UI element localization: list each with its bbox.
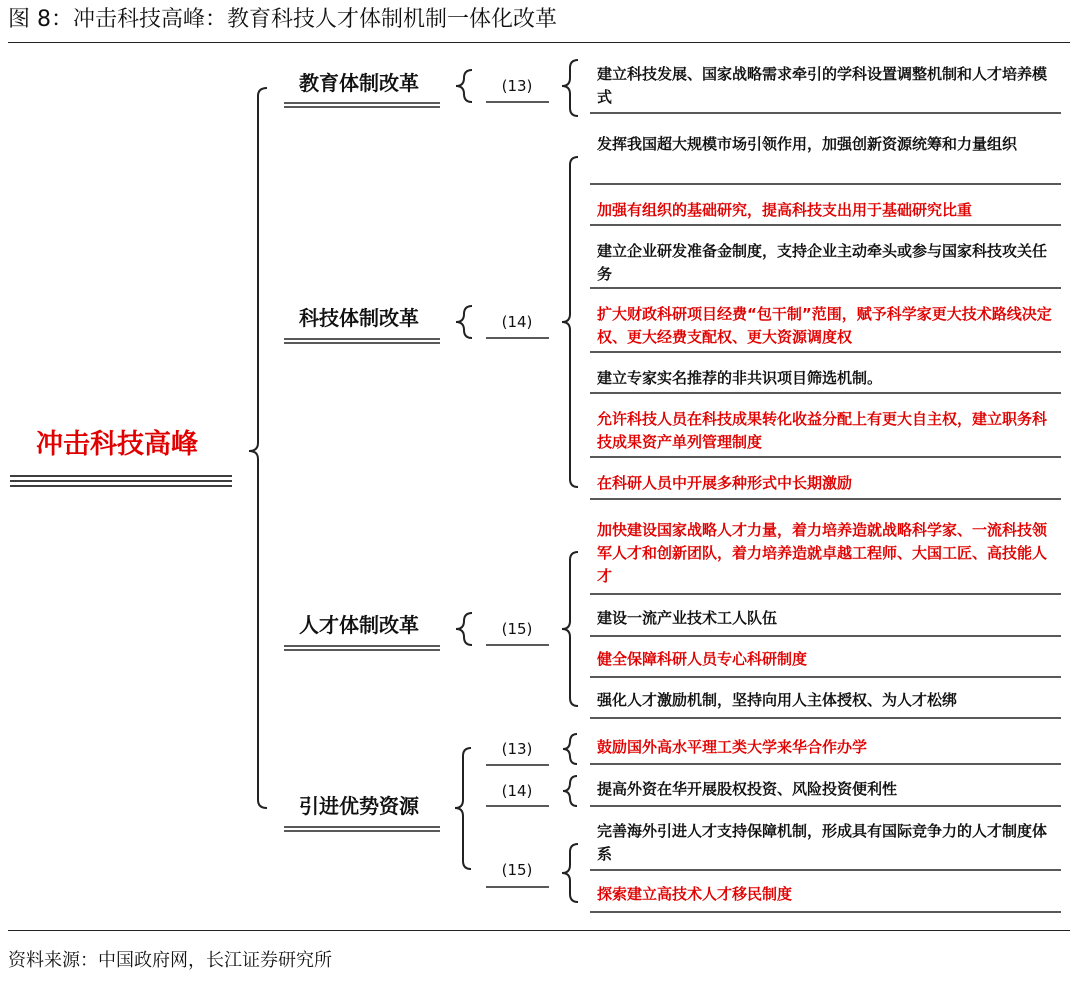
category-brace	[456, 613, 472, 645]
reform-item: 建立专家实名推荐的非共识项目筛选机制。	[597, 369, 883, 387]
item-brace	[562, 157, 578, 487]
ref-label: (13)	[501, 77, 533, 95]
reform-item: 完善海外引进人才支持保障机制，形成具有国际竞争力的人才制度体系	[597, 822, 1048, 863]
reform-item-highlight: 允许科技人员在科技成果转化收益分配上有更大自主权，建立职务科技成果资产单列管理制度	[597, 410, 1048, 451]
item-brace	[562, 552, 578, 706]
source-note: 资料来源：中国政府网，长江证券研究所	[8, 950, 332, 971]
item-brace	[562, 60, 578, 116]
reform-item-highlight: 探索建立高技术人才移民制度	[597, 885, 793, 903]
root-brace	[249, 88, 267, 808]
reform-item: 建立企业研发准备金制度，支持企业主动牵头或参与国家科技攻关任务	[597, 242, 1048, 283]
reform-item-highlight: 扩大财政科研项目经费“包干制”范围，赋予科学家更大技术路线决定权、更大经费支配权、更大资源调度权	[597, 305, 1052, 346]
category-label-talent: 人才体制改革	[299, 613, 419, 637]
ref-label: (14)	[501, 313, 533, 331]
ref-label: (15)	[501, 861, 533, 879]
reform-item: 提高外资在华开展股权投资、风险投资便利性	[597, 780, 898, 798]
category-brace	[456, 70, 472, 102]
item-brace	[563, 734, 577, 764]
reform-item-highlight: 健全保障科研人员专心科研制度	[597, 650, 808, 668]
ref-label: (14)	[501, 782, 533, 800]
item-brace	[563, 776, 577, 806]
category-label-education: 教育体制改革	[299, 71, 419, 95]
category-label-resources: 引进优势资源	[299, 794, 419, 818]
reform-item-highlight: 鼓励国外高水平理工类大学来华合作办学	[597, 738, 868, 756]
reform-item: 建设一流产业技术工人队伍	[597, 609, 778, 627]
item-brace	[562, 844, 578, 902]
root-label: 冲击科技高峰	[36, 429, 198, 460]
ref-label: (15)	[501, 620, 533, 638]
reform-item: 强化人才激励机制，坚持向用人主体授权、为人才松绑	[597, 691, 958, 709]
reform-item-highlight: 加强有组织的基础研究，提高科技支出用于基础研究比重	[597, 201, 973, 219]
category-brace	[455, 748, 471, 869]
reform-item: 建立科技发展、国家战略需求牵引的学科设置调整机制和人才培养模式	[597, 65, 1048, 106]
reform-item-highlight: 加快建设国家战略人才力量，着力培养造就战略科学家、一流科技领军人才和创新团队，着力培养造就卓越工程师、大国工匠、高技能人才	[597, 521, 1048, 585]
page-title: 图 8：冲击科技高峰：教育科技人才体制机制一体化改革	[8, 7, 557, 32]
footer-divider	[8, 930, 1070, 931]
category-brace	[456, 306, 472, 338]
reform-item: 发挥我国超大规模市场引领作用，加强创新资源统筹和力量组织	[597, 135, 1018, 153]
category-label-technology: 科技体制改革	[299, 306, 419, 330]
ref-label: (13)	[501, 740, 533, 758]
reform-item-highlight: 在科研人员中开展多种形式中长期激励	[597, 474, 853, 492]
